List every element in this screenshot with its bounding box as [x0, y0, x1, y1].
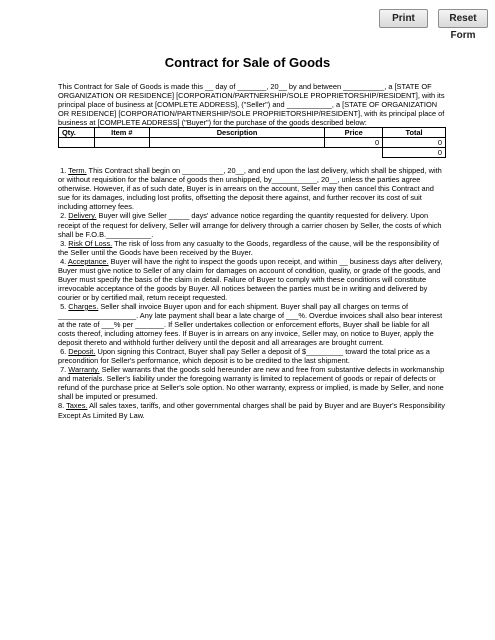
- section-number: 4.: [60, 256, 67, 266]
- section-warranty: [58, 365, 446, 401]
- section-text: Seller warrants that the goods sold hereunder are new and free from substantive defects in workmanship and materials. Seller's liability under the foregoing warranty is limited to replacement of goods or repair of defects or refund of the purchase price at Seller's sole option. No other warranty, express or implied, is made by Seller, and none shall be imputed or presumed.: [58, 365, 445, 402]
- section-text: Seller shall invoice Buyer upon and for each shipment. Buyer shall pay all charges on terms of ___________________. Any late payment shall bear a late charge of ___%. Overdue invoices shall also bear interest at the rate of ___% per _______. If Seller undertakes collection or enforcement efforts, Buyer shall be liable for all costs thereof, including attorney fees. If Buyer is in arrears on any invoice, Seller may, on notice to Buyer, apply the deposit thereto and withhold further delivery until the deposit and all arrearages are brought current.: [58, 301, 443, 348]
- section-charges: [58, 302, 446, 347]
- section-number: 1.: [60, 166, 67, 176]
- table-row: [59, 138, 446, 148]
- section-heading: Warranty.: [68, 365, 100, 375]
- section-number: 3.: [60, 238, 67, 248]
- section-risk-of-loss: [58, 239, 446, 257]
- table-header-row: [59, 128, 446, 138]
- grand-total-row: [59, 148, 446, 158]
- section-heading: Delivery.: [68, 211, 97, 221]
- col-price-header: Price: [325, 128, 383, 138]
- section-text: Buyer will give Seller _____ days' advance notice regarding the quantity requested for delivery. Upon receipt of the request for delivery, Seller will arrange for delivery through a carrier chosen by Seller, the costs of which shall be F.O.B.___________.: [58, 211, 442, 239]
- section-number: 6.: [60, 347, 67, 357]
- reset-form-button[interactable]: Reset Form: [438, 9, 488, 28]
- section-term: [58, 166, 446, 211]
- intro-paragraph: This Contract for Sale of Goods is made this __ day of _______, 20__ by and between __________, a [STATE OF ORGANIZATION OR RESIDENCE] [CORPORATION/PARTNERSHIP/SOLE PROPRIETORSHIP/RESIDENT], with its principal place of business at [COMPLETE ADDRESS], ("Seller") and ___________, a [STATE OF ORGANIZATION OR RESIDENCE] [CORPORATION/PARTNERSHIP/SOLE PROPRIETORSHIP/RESIDENT], with its principal place of business at [COMPLETE ADDRESS] ("Buyer") for the purchase of the goods described below:: [58, 82, 445, 128]
- section-heading: Term.: [68, 166, 87, 176]
- section-text: All sales taxes, tariffs, and other governmental charges shall be paid by Buyer and are Buyer's Responsibility Except As Limited By Law.: [58, 401, 445, 420]
- section-text: Buyer will have the right to inspect the goods upon receipt, and within __ business days after delivery, Buyer must give notice to Seller of any claim for damages on account of condition, quality, or grade of the goods, and Buyer must specify the basis of the claim in detail. Failure of Buyer to comply with these conditions will constitute irrevocable acceptance of the goods by Buyer. All notices between the parties must be in writing and delivered by courier or by certified mail, return receipt requested.: [58, 256, 443, 302]
- document-title: Contract for Sale of Goods: [164, 55, 331, 70]
- col-qty-header: Qty.: [59, 128, 95, 138]
- goods-table: [58, 127, 446, 158]
- blank-cell: [149, 148, 324, 158]
- section-number: 5.: [60, 301, 67, 311]
- qty-field[interactable]: [59, 138, 95, 148]
- section-taxes: [58, 401, 446, 419]
- print-button[interactable]: Print: [379, 9, 428, 28]
- line-total-field: 0: [383, 138, 446, 148]
- section-text: The risk of loss from any casualty to the Goods, regardless of the cause, will be the responsibility of the Seller until the Goods have been received by the Buyer.: [58, 238, 440, 257]
- section-heading: Risk Of Loss.: [68, 238, 113, 248]
- blank-cell: [325, 148, 383, 158]
- contract-sections: [58, 166, 446, 419]
- col-total-header: Total: [383, 128, 446, 138]
- blank-cell: [94, 148, 149, 158]
- item-number-field[interactable]: [94, 138, 149, 148]
- section-heading: Deposit.: [68, 347, 96, 357]
- col-description-header: Description: [149, 128, 324, 138]
- section-text: Upon signing this Contract, Buyer shall pay Seller a deposit of $_________ toward the total price as a precondition for Seller's performance, which deposit is to be credited to the last shipment.: [58, 347, 430, 366]
- col-item-header: Item #: [94, 128, 149, 138]
- section-text: This Contract shall begin on __________, 20__, and end upon the last delivery, which shall be shipped, with or without requisition for the balance of goods then unshipped, by___________, 20__, unless the parties agree otherwise. However, if as of such date, Buyer is in arrears on the account, Seller may then cancel this Contract and sue for its damages, including lost profits, offsetting the deposit there against, and further recover its cost of suit including attorney fees.: [58, 166, 442, 212]
- description-field[interactable]: [149, 138, 324, 148]
- section-heading: Charges.: [68, 301, 99, 311]
- contract-body: [58, 82, 446, 420]
- price-field[interactable]: 0: [325, 138, 383, 148]
- section-number: 2.: [60, 211, 67, 221]
- section-number: 7.: [60, 365, 67, 375]
- section-number: 8.: [58, 401, 65, 411]
- section-heading: Taxes.: [66, 401, 88, 411]
- form-toolbar: [0, 9, 495, 41]
- section-heading: Acceptance.: [67, 256, 109, 266]
- section-acceptance: [58, 257, 446, 302]
- blank-cell: [59, 148, 95, 158]
- section-delivery: [58, 211, 446, 238]
- grand-total-field: 0: [383, 148, 446, 158]
- section-deposit: [58, 347, 446, 365]
